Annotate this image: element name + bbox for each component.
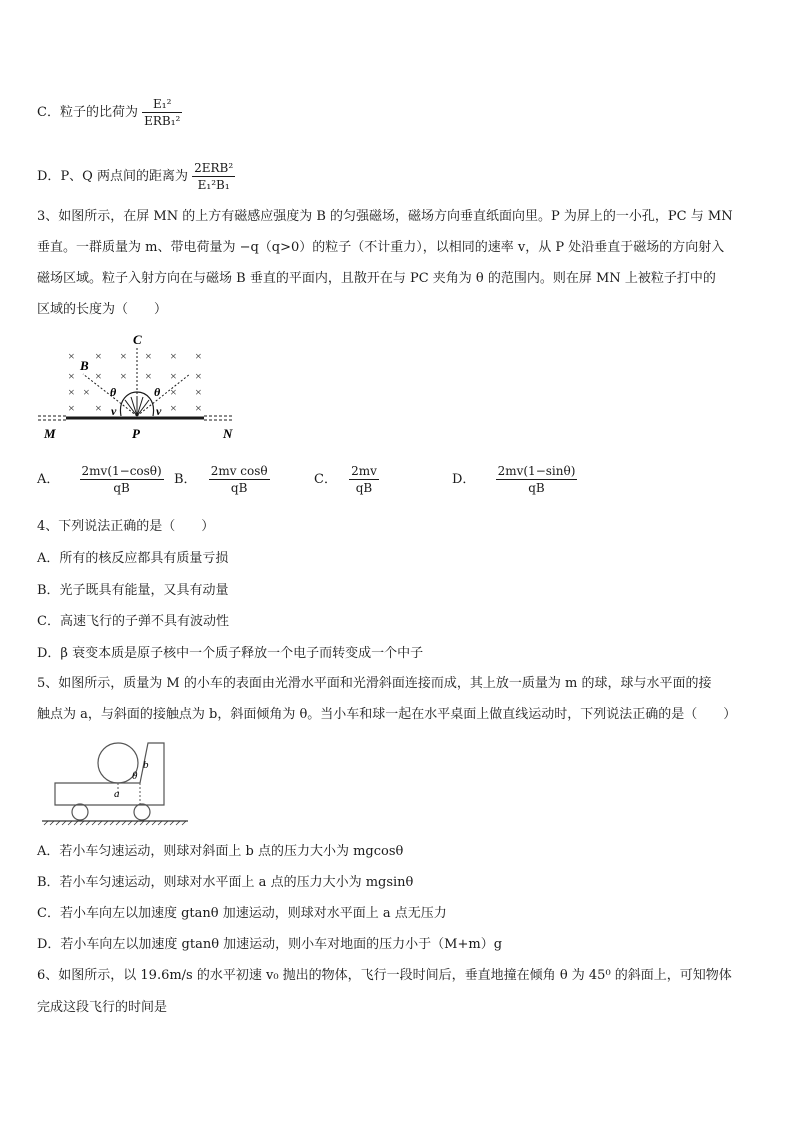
field-cross: × xyxy=(83,385,90,399)
field-cross: × xyxy=(170,349,177,363)
q4-option-a: A．所有的核反应都具有质量亏损 xyxy=(37,551,229,566)
q5-option-a: A．若小车匀速运动，则球对斜面上 b 点的压力大小为 mgcosθ xyxy=(37,844,404,859)
q3-option-a-fraction xyxy=(80,463,164,496)
q3-option-b-numerator: 2mv cosθ xyxy=(210,464,268,478)
field-cross: × xyxy=(145,369,152,383)
q3-option-a-label: A． xyxy=(37,472,60,487)
q3-option-b xyxy=(174,463,270,496)
field-cross: × xyxy=(68,385,75,399)
q3-option-a xyxy=(37,463,164,496)
q3-option-a-denominator: qB xyxy=(113,481,130,495)
q4-option-c: C．高速飞行的子弹不具有波动性 xyxy=(37,614,229,629)
q2-option-d-text: P、Q 两点间的距离为 xyxy=(60,169,188,184)
velocity-arrows xyxy=(125,396,149,416)
q2-option-c-label: C． xyxy=(37,105,60,120)
q3-stem-line-2: 垂直。一群质量为 m、带电荷量为 −q（q>0）的粒子（不计重力），以相同的速率 v，从 P 处沿垂直于磁场的方向射入 xyxy=(37,240,725,255)
field-cross: × xyxy=(170,401,177,415)
q2-option-c-numerator: E₁² xyxy=(142,96,182,113)
q3-option-a-numerator: 2mv(1−cosθ) xyxy=(81,464,162,478)
velocity-label-right: v xyxy=(156,404,162,418)
angle-label-theta: θ xyxy=(132,770,138,782)
q3-stem-line-3: 磁场区域。粒子入射方向在与磁场 B 垂直的平面内，且散开在与 PC 夹角为 θ 的范围内。则在屏 MN 上被粒子打中的 xyxy=(37,271,716,286)
label-c: C xyxy=(133,332,142,347)
field-cross: × xyxy=(195,349,202,363)
q3-option-c-label: C． xyxy=(314,472,337,487)
q6-stem-line-1: 6、如图所示，以 19.6m/s 的水平初速 v₀ 抛出的物体，飞行一段时间后，垂直地撞在倾角 θ 为 45⁰ 的斜面上，可知物体 xyxy=(37,968,732,983)
wheel-right xyxy=(134,804,150,820)
q3-stem-line-4: 区域的长度为（ ） xyxy=(37,302,168,317)
field-cross: × xyxy=(145,349,152,363)
q3-option-b-label: B． xyxy=(174,472,197,487)
q2-option-c xyxy=(37,96,182,129)
q3-stem-line-1: 3、如图所示，在屏 MN 的上方有磁感应强度为 B 的匀强磁场，磁场方向垂直纸面向里。P 为屏上的一小孔，PC 与 MN xyxy=(37,209,733,224)
q2-option-c-fraction xyxy=(142,96,182,129)
q4-stem: 4、下列说法正确的是（ ） xyxy=(37,519,215,534)
q2-option-d-denominator: E₁²B₁ xyxy=(197,178,230,192)
q3-option-b-fraction xyxy=(209,463,270,496)
contact-label-a: a xyxy=(114,788,120,800)
label-n: N xyxy=(223,426,233,441)
q2-option-d-numerator: 2ERB² xyxy=(194,161,234,175)
field-cross: × xyxy=(95,369,102,383)
q2-option-d-label: D． xyxy=(37,169,61,184)
field-cross: × xyxy=(68,349,75,363)
q3-figure xyxy=(38,330,248,445)
wheel-left xyxy=(72,804,88,820)
q4-option-b: B．光子既具有能量，又具有动量 xyxy=(37,583,229,598)
field-cross: × xyxy=(95,401,102,415)
field-cross: × xyxy=(195,369,202,383)
q3-option-c-fraction xyxy=(349,463,379,496)
q5-figure xyxy=(40,735,200,830)
theta-right: θ xyxy=(154,385,161,399)
field-cross: × xyxy=(195,401,202,415)
cart-body xyxy=(55,743,164,805)
velocity-label-left: v xyxy=(111,404,117,418)
label-p: P xyxy=(132,426,140,441)
q6-stem-line-2: 完成这段飞行的时间是 xyxy=(37,1000,168,1015)
q5-option-d: D．若小车向左以加速度 gtanθ 加速运动，则小车对地面的压力小于（M+m）g xyxy=(37,937,503,952)
field-cross: × xyxy=(170,369,177,383)
q5-stem-line-2: 触点为 a，与斜面的接触点为 b，斜面倾角为 θ。当小车和球一起在水平桌面上做直线运动时，下列说法正确的是（ ） xyxy=(37,707,737,722)
q5-option-b: B．若小车匀速运动，则球对水平面上 a 点的压力大小为 mgsinθ xyxy=(37,875,414,890)
field-cross: × xyxy=(170,385,177,399)
q3-option-d-denominator: qB xyxy=(528,481,545,495)
field-cross: × xyxy=(95,349,102,363)
q2-option-c-text: 粒子的比荷为 xyxy=(59,105,138,120)
q4-option-d: D．β 衰变本质是原子核中一个质子释放一个电子而转变成一个中子 xyxy=(37,646,424,661)
theta-left: θ xyxy=(110,385,117,399)
q3-option-d-fraction xyxy=(496,463,578,496)
field-cross: × xyxy=(120,349,127,363)
contact-label-b: b xyxy=(143,759,149,771)
q3-option-c-denominator: qB xyxy=(355,481,373,495)
label-b: B xyxy=(80,358,89,373)
q3-option-b-denominator: qB xyxy=(230,481,248,495)
q5-stem-line-1: 5、如图所示，质量为 M 的小车的表面由光滑水平面和光滑斜面连接而成，其上放一质量为 m 的球，球与水平面的接 xyxy=(37,676,712,691)
q3-option-c-numerator: 2mv xyxy=(351,464,377,478)
q5-option-c: C．若小车向左以加速度 gtanθ 加速运动，则球对水平面上 a 点无压力 xyxy=(37,906,447,921)
q3-option-d-numerator: 2mv(1−sinθ) xyxy=(497,464,576,478)
label-m: M xyxy=(44,426,56,441)
field-cross: × xyxy=(68,369,75,383)
q3-option-d-label: D． xyxy=(452,472,476,487)
q3-option-d xyxy=(452,463,577,496)
q2-option-c-denominator: ERB₁² xyxy=(144,114,181,128)
q3-option-c xyxy=(314,463,379,496)
field-cross: × xyxy=(68,401,75,415)
q2-option-d xyxy=(37,160,235,193)
field-cross: × xyxy=(195,385,202,399)
q2-option-d-fraction xyxy=(192,160,235,193)
field-cross: × xyxy=(120,369,127,383)
